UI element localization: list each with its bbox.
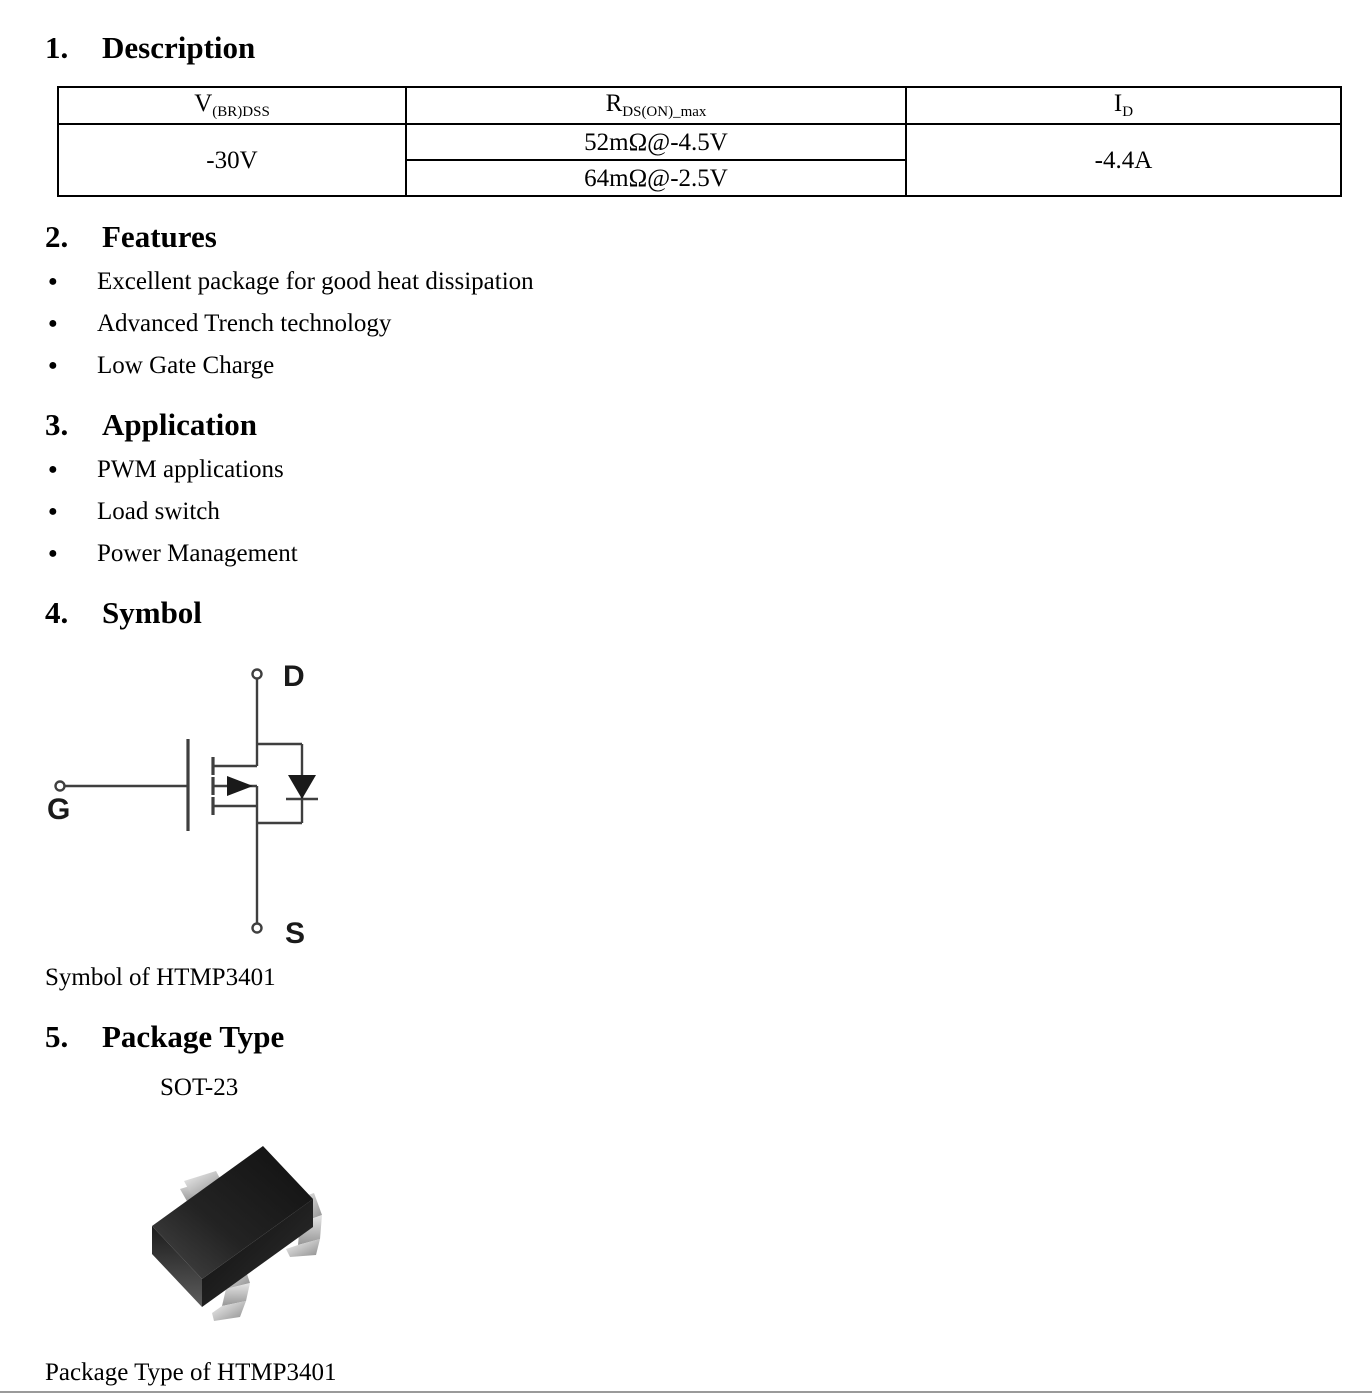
bullet-icon: ● (48, 273, 58, 290)
feature-text: Low Gate Charge (97, 352, 275, 379)
source-terminal-circle (253, 924, 262, 933)
section-number: 4. (45, 595, 69, 630)
application-text: Load switch (97, 498, 220, 525)
channel-arrow-icon (227, 776, 253, 796)
bullet-icon: ● (48, 315, 58, 332)
application-text: PWM applications (97, 456, 284, 483)
section-title-application: Application (102, 407, 258, 442)
symbol-caption: Symbol of HTMP3401 (45, 964, 276, 991)
table-header-rdson: $R_{DS(ON)\_max}$ (406, 87, 906, 124)
table-header-id: $I_D$ (906, 87, 1341, 124)
page-footer-rule (0, 1391, 1372, 1393)
features-list (45, 261, 1342, 387)
application-text: Power Management (97, 540, 298, 567)
section-title-description: Description (102, 30, 256, 65)
section-number: 1. (45, 30, 69, 65)
feature-text: Advanced Trench technology (97, 310, 392, 337)
section-heading-description (45, 28, 1342, 68)
package-caption: Package Type of HTMP3401 (45, 1359, 337, 1386)
gate-label: G (47, 793, 71, 826)
mosfet-symbol (45, 651, 345, 951)
section-heading-symbol (45, 593, 1342, 633)
gate-terminal-circle (56, 782, 65, 791)
section-heading-features (45, 217, 1342, 257)
section-number: 2. (45, 219, 69, 254)
source-label: S (285, 917, 306, 950)
section-title-package-type: Package Type (102, 1019, 285, 1054)
section-number: 3. (45, 407, 69, 442)
cell-rdson-value-1: 52mΩ@-4.5V (406, 124, 906, 160)
section-heading-application (45, 405, 1342, 445)
section-heading-package-type (45, 1017, 1342, 1057)
list-item (45, 303, 1342, 345)
cell-rdson-value-2: 64mΩ@-2.5V (406, 160, 906, 196)
list-item (45, 533, 1342, 575)
bullet-icon: ● (48, 545, 58, 562)
feature-text: Excellent package for good heat dissipation (97, 268, 534, 295)
application-list (45, 449, 1342, 575)
drain-label: D (283, 660, 305, 693)
section-title-symbol: Symbol (102, 595, 202, 630)
table-header-vbrdss: $V_{(BR)DSS}$ (58, 87, 406, 124)
package-body (152, 1146, 313, 1307)
drain-terminal-circle (253, 670, 262, 679)
bullet-icon: ● (48, 357, 58, 374)
section-number: 5. (45, 1019, 69, 1054)
section-title-features: Features (102, 219, 217, 254)
sot23-package-image (130, 1131, 400, 1346)
bullet-icon: ● (48, 461, 58, 478)
package-name: SOT-23 (160, 1074, 239, 1101)
cell-id-value: -4.4A (906, 124, 1341, 196)
bullet-icon: ● (48, 503, 58, 520)
list-item (45, 261, 1342, 303)
body-diode-icon (288, 775, 316, 799)
list-item (45, 491, 1342, 533)
cell-vbrdss-value: -30V (58, 124, 406, 196)
description-table (57, 86, 1342, 197)
list-item (45, 345, 1342, 387)
list-item (45, 449, 1342, 491)
